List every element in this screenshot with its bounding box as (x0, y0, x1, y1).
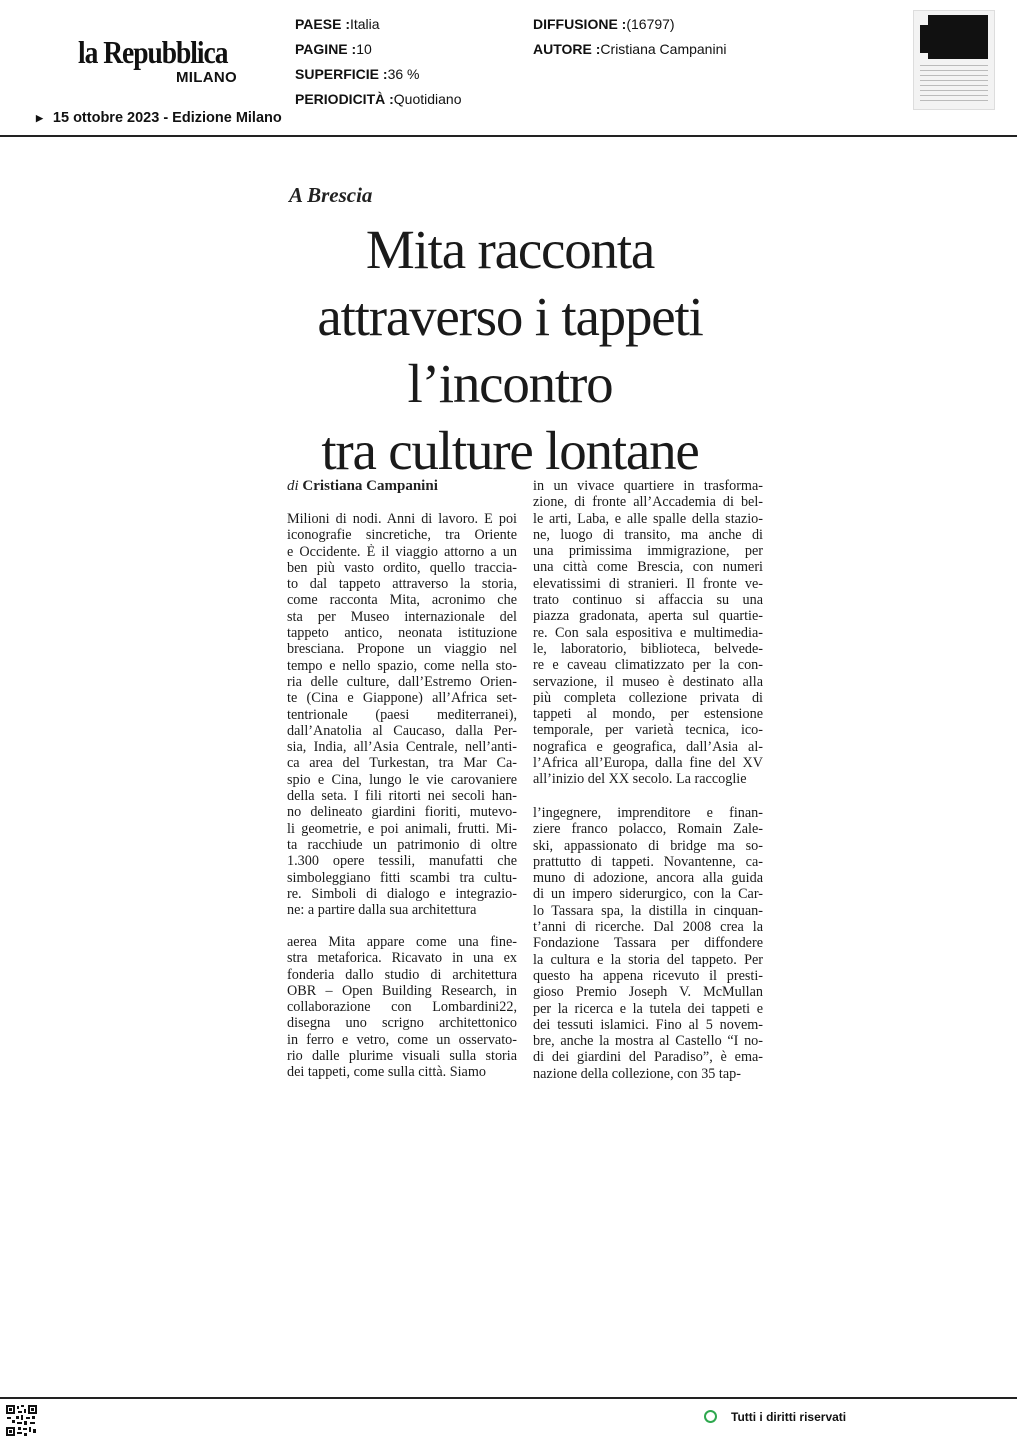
headline-line: Mita racconta (365, 219, 655, 280)
article-text-line: le, laboratorio, biblioteca, belvede- (533, 640, 763, 657)
meta-pagine (295, 41, 372, 57)
article-column-2 (533, 478, 763, 788)
meta-autore (533, 41, 726, 57)
copyright-text: Tutti i diritti riservati (731, 1410, 847, 1424)
article-text-line: stra metaforica. Ricavato in una ex (287, 950, 517, 967)
article-text-line: come racconta Mita, acronimo che (287, 592, 517, 609)
meta-autore-value: Cristiana Campanini (600, 41, 727, 57)
article-text-line: muno di adozione, ancora alla guida (533, 870, 763, 887)
article-text-line: temporale, per varietà tecnica, ico- (533, 722, 763, 739)
article-text-line: te (Cina e Giappone) all’Africa set- (287, 690, 517, 707)
meta-paese-value: Italia (349, 16, 380, 32)
article-text-line: ca area del Turkestan, tra Mar Ca- (287, 755, 517, 772)
meta-superficie-value: 36 % (387, 66, 420, 82)
article-column-1b (287, 934, 517, 1081)
article-text-line: servazione, il museo è destinato alla (533, 673, 763, 690)
article-text-line: ben più vasto ordito, quello traccia- (287, 559, 517, 576)
article-text-line: ziere franco polacco, Romain Zale- (533, 821, 763, 838)
article-text-line: no delineato giardini fioriti, mutevo- (287, 804, 517, 821)
article-text-line: dall’Anatolia al Caucaso, dalla Per- (287, 722, 517, 739)
article-text-line: 1.300 opere tessili, manufatti che (287, 853, 517, 870)
article-text-line: tentrionale (paesi mediterranei), (287, 706, 517, 723)
article-text-line: ta racchiude un patrimonio di oltre (287, 836, 517, 853)
article-text-line: di dei giardini del Paradiso”, è ema- (533, 1049, 763, 1066)
meta-periodicita (295, 91, 462, 107)
triangle-bullet-icon: ▶ (36, 113, 43, 123)
newspaper-logo (78, 34, 253, 86)
article-text-line: ria delle culture, dall’Estremo Orien- (287, 673, 517, 690)
date-edition-text: 15 ottobre 2023 - Edizione Milano (52, 110, 282, 126)
meta-diffusione-value: (16797) (626, 16, 675, 32)
article-text-line: sia, India, all’Asia Centrale, nell’anti- (287, 739, 517, 756)
copyright-notice (704, 1410, 846, 1424)
article-headline (280, 216, 740, 484)
article-text-line: to dal tappeto attraverso la storia, (287, 576, 517, 593)
article-text-line: tempo e nello spazio, come nella sto- (287, 657, 517, 674)
article-text-line: ski, appassionato di bridge ma so- (533, 837, 763, 854)
article-text-line: l’Africa all’Europa, dalla fine del XV (533, 755, 763, 772)
article-text-line: dei tessuti islamici. Fino al 5 novem- (533, 1016, 763, 1033)
article-text-line: ne: a partire dalla sua architettura (287, 902, 477, 919)
article-text-line: collaborazione con Lombardini22, (287, 999, 517, 1016)
meta-periodicita-label: PERIODICITÀ : (295, 91, 394, 107)
headline-line: l’incontro (407, 353, 613, 414)
headline-line: attraverso i tappeti (317, 286, 703, 347)
green-circle-icon (704, 1410, 717, 1423)
article-text-line: simboleggiano fitti scambi tra cultu- (287, 869, 517, 886)
article-text-line: e Occidente. È il viaggio attorno a un (287, 543, 517, 560)
meta-diffusione (533, 16, 675, 32)
article-text-line: tappeti al mondo, per estensione (533, 706, 763, 723)
article-text-line: sta per Museo internazionale del (287, 608, 517, 625)
article-text-line: rio dalle plurime visuali sulla storia (287, 1048, 517, 1065)
article-text-line: zione, di fronte all’Accademia di bel- (533, 494, 763, 511)
page-thumbnail (913, 10, 995, 110)
meta-superficie-label: SUPERFICIE : (295, 66, 388, 82)
article-text-line: della seta. I fili ritorti nei secoli han- (287, 788, 517, 805)
article-text-line: Milioni di nodi. Anni di lavoro. E poi (287, 511, 517, 527)
article-text-line: questo ha appena ricevuto il presti- (533, 967, 763, 984)
article-text-line: l’ingegnere, imprenditore e finan- (533, 805, 763, 821)
qr-code-icon (6, 1405, 37, 1436)
article-text-line: di un impero siderurgico, con la Car- (533, 886, 763, 903)
article-text-line: trato continuo si affaccia su una (533, 592, 763, 609)
article-text-line: all’inizio del XX secolo. La raccoglie (533, 771, 747, 788)
article-text-line: spio e Cina, lungo le vie carovaniere (287, 771, 517, 788)
article-text-line: Fondazione Tassara per diffondere (533, 935, 763, 952)
article-text-line: ne, luogo di transito, ma anche di (533, 526, 763, 543)
article-text-line: in ferro e vetro, come un osservato- (287, 1031, 517, 1048)
article-text-line: le arti, Laba, e alle spalle della stazio- (533, 510, 763, 527)
article-text-line: elevatissimi di stranieri. Il fronte ve- (533, 575, 763, 592)
article-text-line: bresciana. Propone un viaggio nel (287, 641, 517, 658)
byline-author: Cristiana Campanini (302, 478, 438, 494)
article-text-line: li geometrie, e poi animali, frutti. Mi- (287, 820, 517, 837)
article-column-1 (287, 511, 517, 918)
article-text-line: re. Con sala espositiva e multimedia- (533, 624, 763, 641)
article-text-line: gioso Premio Joseph V. McMullan (533, 984, 763, 1001)
article-byline (287, 478, 438, 495)
article-text-line: nazione della collezione, con 35 tap- (533, 1065, 741, 1082)
article-text-line: prattutto di tappeti. Novantenne, ca- (533, 853, 763, 870)
meta-paese (295, 16, 380, 32)
article-text-line: nografica e geografica, dall’Asia al- (533, 738, 763, 755)
meta-paese-label: PAESE : (295, 16, 350, 32)
article-text-line: tappeto antico, neonata istituzione (287, 625, 517, 642)
article-text-line: disegna uno scrigno architettonico (287, 1015, 517, 1032)
article-column-2b (533, 805, 763, 1082)
article-text-line: una città come Brescia, con numeri (533, 559, 763, 576)
footer-divider (0, 1397, 1017, 1399)
article-text-line: per la ricerca e la tutela dei tappeti e (533, 1000, 763, 1017)
article-text-line: più completa collezione privata di (533, 689, 763, 706)
logo-title: la Repubblica (78, 34, 228, 70)
article-text-line: dei tappeti, come sulla città. Siamo (287, 1064, 486, 1081)
article-text-line: la cultura e la storia del tappeto. Per (533, 951, 763, 968)
meta-periodicita-value: Quotidiano (393, 91, 462, 107)
header-divider (0, 135, 1017, 137)
headline-line: tra culture lontane (321, 420, 699, 481)
article-text-line: iconografie sincretiche, tra Oriente (287, 527, 517, 544)
meta-autore-label: AUTORE : (533, 41, 601, 57)
article-text-line: bre, anche la mostra al Castello “I no- (533, 1033, 763, 1050)
article-text-line: OBR – Open Building Research, in (287, 982, 517, 999)
article-text-line: piazza gradonata, aperta sul quartie- (533, 608, 763, 625)
article-kicker: A Brescia (289, 183, 373, 207)
logo-edition: MILANO (176, 69, 237, 86)
article-text-line: aerea Mita appare come una fine- (287, 934, 517, 950)
article-text-line: una primissima immigrazione, per (533, 543, 763, 560)
meta-pagine-label: PAGINE : (295, 41, 357, 57)
article-text-line: fonderia dallo studio di architettura (287, 966, 517, 983)
byline-prefix: di (287, 478, 299, 494)
meta-superficie (295, 66, 420, 82)
article-text-line: re. Simboli di dialogo e integrazio- (287, 885, 517, 902)
article-text-line: lo Tassara spa, la distilla in cinquan- (533, 902, 763, 919)
date-edition (36, 110, 282, 126)
article-text-line: in un vivace quartiere in trasforma- (533, 478, 763, 494)
article-text-line: re e caveau climatizzato per la con- (533, 657, 763, 674)
meta-pagine-value: 10 (356, 41, 372, 57)
meta-diffusione-label: DIFFUSIONE : (533, 16, 627, 32)
article-text-line: t’anni di ricerche. Dal 2008 crea la (533, 919, 763, 936)
